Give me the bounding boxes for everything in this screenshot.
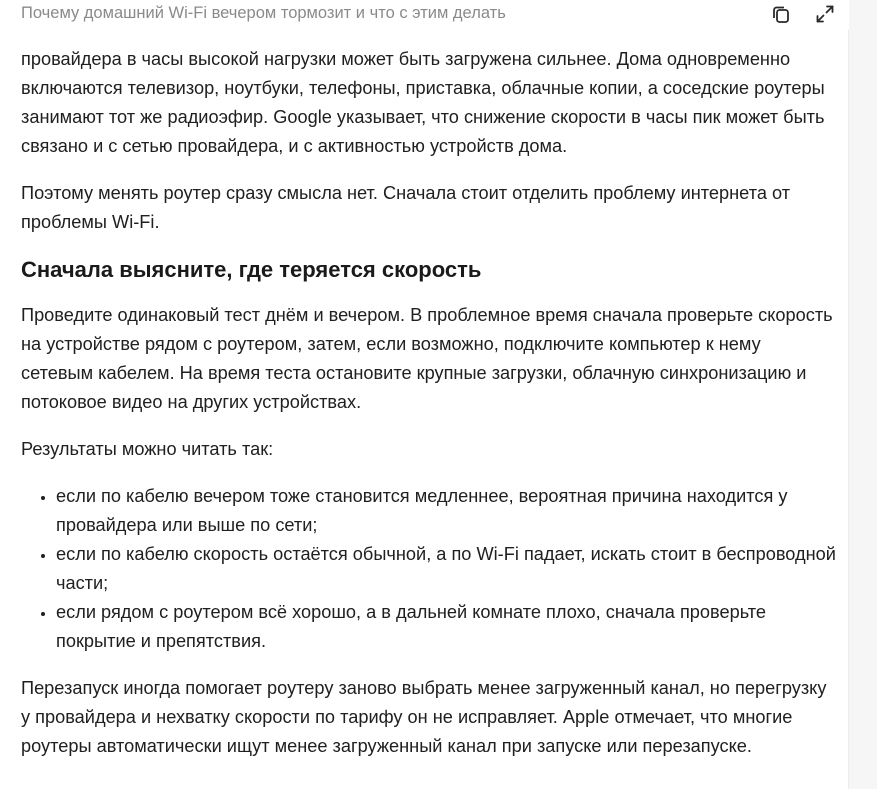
paragraph-dont-replace-router: Поэтому менять роутер сразу смысла нет. Сначала стоит отделить проблему интернета от проблемы Wi-Fi. [21, 183, 791, 232]
section-heading: Сначала выясните, где теряется скорость [21, 257, 482, 282]
article-body [21, 45, 836, 779]
paragraph-restart: Перезапуск иногда помогает роутеру заново выбрать менее загруженный канал, но перегрузку у провайдера и нехватку скорости по тарифу он не исправляет. Apple отмечает, что многие роутеры автоматически ищут менее загруженный канал при запуске или перезапуске. [21, 678, 827, 756]
list-item: • если по кабелю скорость остаётся обычной, а по Wi-Fi падает, искать стоит в беспроводной части; [56, 540, 836, 598]
header-actions [769, 2, 837, 26]
document-header [0, 0, 849, 30]
expand-icon [814, 3, 836, 25]
list-item: • если рядом с роутером всё хорошо, а в дальней комнате плохо, сначала проверьте покрытие и препятствия. [56, 598, 836, 656]
document-title: Почему домашний Wi-Fi вечером тормозит и что с этим делать [21, 4, 506, 22]
scrollbar-gutter[interactable] [848, 0, 877, 789]
expand-button[interactable] [813, 2, 837, 26]
paragraph-results-intro: Результаты можно читать так: [21, 439, 274, 459]
copy-button[interactable] [769, 2, 793, 26]
paragraph-speed-test: Проведите одинаковый тест днём и вечером. В проблемное время сначала проверьте скорость на устройстве рядом с роутером, затем, если возможно, подключите компьютер к нему сетевым кабелем. На время теста остановите крупные загрузки, облачную синхронизацию и потоковое видео на других устройствах. [21, 305, 833, 412]
results-list [21, 482, 836, 656]
list-item: • если по кабелю вечером тоже становится медленнее, вероятная причина находится у провайдера или выше по сети; [56, 482, 836, 540]
copy-icon [770, 3, 792, 25]
paragraph-isp-load: провайдера в часы высокой нагрузки может быть загружена сильнее. Дома одновременно включаются телевизор, ноутбуки, телефоны, приставка, облачные копии, а соседские роутеры занимают тот же радиоэфир. Google указывает, что снижение скорости в часы пик может быть связано и с сетью провайдера, и с активностью устройств дома. [21, 49, 825, 156]
